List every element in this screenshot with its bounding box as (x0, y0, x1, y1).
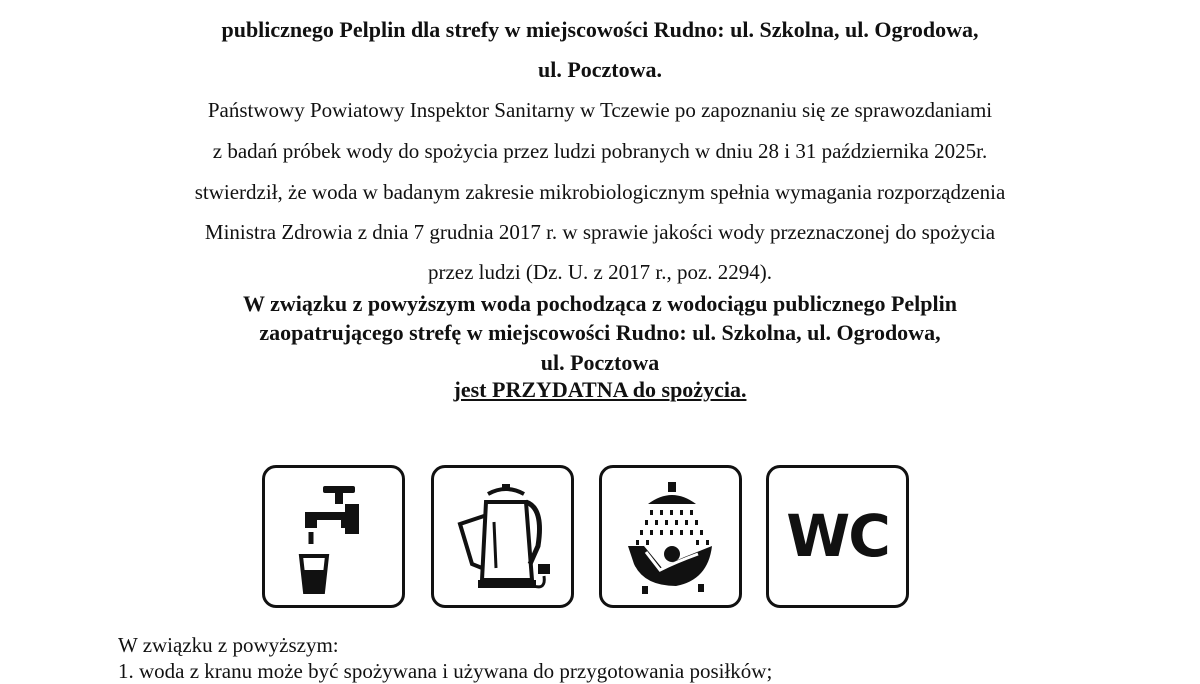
body-line-1: Państwowy Powiatowy Inspektor Sanitarny w Tczewie po zapoznaniu się ze sprawozdaniami (207, 98, 993, 122)
footer-line-2: 1. woda z kranu może być spożywana i używana do przygotowania posiłków; (118, 659, 773, 683)
heading-line-1: publicznego Pelplin dla strefy w miejscowości Rudno: ul. Szkolna, ul. Ogrodowa, (221, 17, 979, 42)
body-line-5: przez ludzi (Dz. U. z 2017 r., poz. 2294). (427, 260, 773, 284)
conclusion-verdict: jest PRZYDATNA do spożycia. (453, 377, 747, 402)
body-line-2: z badań próbek wody do spożycia przez ludzi pobranych w dniu 28 i 31 października 2025r. (212, 139, 988, 163)
heading-cutoff-line (150, 0, 1050, 12)
body-line-4: Ministra Zdrowia z dnia 7 grudnia 2017 r. w sprawie jakości wody przeznaczonej do spożycia (204, 220, 996, 244)
body-line-3: stwierdził, że woda w badanym zakresie mikrobiologicznym spełnia wymagania rozporządzenia (194, 180, 1006, 204)
shower-bath-icon (599, 465, 742, 608)
conclusion-line-1: W związku z powyższym woda pochodząca z wodociągu publicznego Pelplin (242, 291, 957, 316)
footer-line-1: W związku z powyższym: (118, 633, 339, 657)
tap-water-icon (262, 465, 405, 608)
wc-icon (766, 465, 909, 608)
conclusion-line-3: ul. Pocztowa (540, 350, 660, 375)
heading-line-2: ul. Pocztowa. (537, 57, 663, 82)
kettle-icon (431, 465, 574, 608)
wc-label: WC (786, 502, 889, 570)
conclusion-line-2: zaopatrującego strefę w miejscowości Rudno: ul. Szkolna, ul. Ogrodowa, (259, 320, 941, 345)
